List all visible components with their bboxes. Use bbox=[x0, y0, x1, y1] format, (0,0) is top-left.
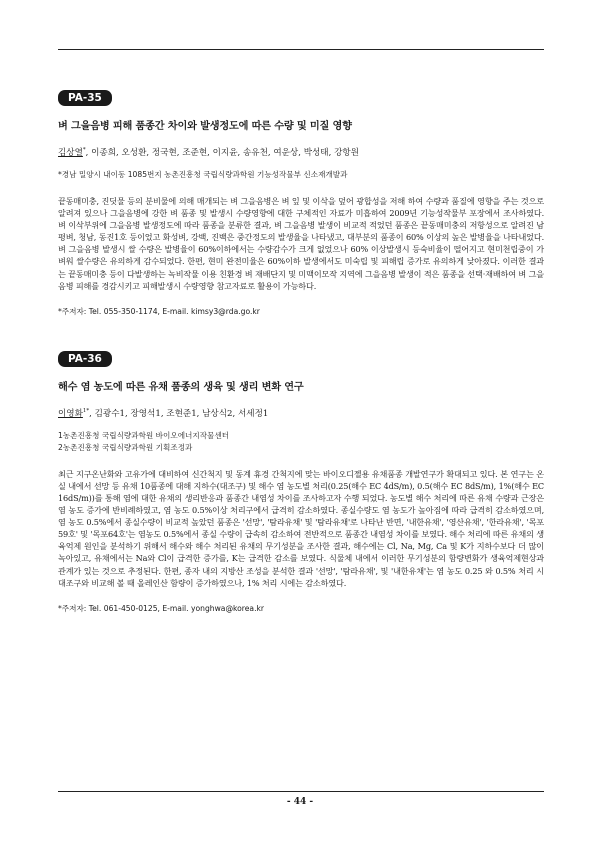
author-mark: 1* bbox=[82, 407, 90, 414]
abstract-id-badge: PA-35 bbox=[58, 90, 112, 106]
affiliation: 2농촌진흥청 국립식량과학원 기획조정과 bbox=[58, 442, 193, 452]
abstract-pa35 bbox=[58, 86, 544, 317]
abstract-title: 해수 염 농도에 따른 유채 품종의 생육 및 생리 변화 연구 bbox=[58, 381, 304, 393]
bottom-rule bbox=[58, 791, 544, 792]
abstract-body: 최근 지구온난화와 고유가에 대비하여 신간척지 및 동계 휴경 간척지에 맞는 바이오디젤용 유채품종 개발연구가 확대되고 있다. 본 연구는 온실 내에서 선망 등 유채 10품종에 대해 지하수(대조구) 및 해수 염 농도별 처리(0.25(해수 EC 4dS/m), 0.5(해수 EC 8dS/m), 1%(해수 EC 16dS/m))를 통해 염에 대한 유채의 생리반응과 품종간 내염성 차이를 조사하고자 수행 되었다. 농도별 해수 처리에 따른 유채 수량과 근장은 염 농도 증가에 반비례하였고, 염 농도 0.5%이상 처리구에서 급격히 감소하였다. 종실수량도 염 농도가 높아짐에 따라 급격히 감소하였으며, 염 농도 0.5%에서 종실수량이 비교적 높았던 품종은 '선망', '탐라유채' 및 '탐라유채'로 나타난 반면, '내한유채', '영산유채', '한라유채', '목포59호' 및 '목포64호'는 염농도 0.5%에서 종실 수량이 급속히 감소하여 전반적으로 품종간 내염성 차이를 보였다. 해수 처리에 따른 유채의 생육억제 원인을 분석하기 위해서 해수와 해수 처리된 유채의 무기성분을 조사한 결과, 해수에는 Cl, Na, Mg, Ca 및 K가 지하수보다 더 많이 녹아있고, 유채에서는 Na와 Cl이 급격한 증가를, K는 급격한 감소를 보였다. 식물체 내에서 이러한 무기성분의 함량변화가 생육억제현상과 관계가 있는 것으로 추정된다. 한편, 종자 내의 지방산 조성을 분석한 결과 '선망', '탐라유채', 및 '내한유채'는 염 농도 0.25 와 0.5% 처리 시 대조구와 비교해 볼 때 올레인산 함량이 증가하였으나, 1% 처리 시에는 감소하였다. bbox=[58, 468, 544, 588]
corresponding-author: 김상열 bbox=[58, 148, 83, 158]
author-list bbox=[58, 146, 544, 158]
author-list bbox=[58, 407, 544, 419]
affiliation: 1농촌진흥청 국립식량과학원 바이오에너지작물센터 bbox=[58, 430, 230, 440]
affiliation: *경남 밀양시 내이동 1085번지 농촌진흥청 국립식량과학원 기능성작물부 신소재개발과 bbox=[58, 170, 348, 179]
abstract-pa36 bbox=[58, 347, 544, 614]
co-authors: , 김광수1, 장영석1, 조현준1, 남상식2, 서세정1 bbox=[89, 408, 269, 419]
contact-info: *주저자: Tel. 061-450-0125, E-mail. yonghwa@korea.kr bbox=[58, 603, 265, 613]
top-rule bbox=[58, 49, 544, 50]
co-authors: , 이종희, 오성환, 정국현, 조준현, 이지윤, 송유천, 여운상, 박성태, 강항원 bbox=[85, 148, 359, 158]
abstract-id-badge: PA-36 bbox=[58, 351, 112, 367]
author-mark: * bbox=[82, 147, 86, 154]
page-content bbox=[58, 86, 544, 614]
page-number: - 44 - bbox=[286, 797, 314, 807]
abstract-body: 끝동매미충, 진딧물 등의 분비물에 의해 매개되는 벼 그을음병은 벼 잎 및 이삭을 덮어 광합성을 저해 하여 수량과 품질에 영향을 주는 것으로 알려져 있으나 그을음병에 강한 벼 품종 및 발생시 수량영향에 대한 구체적인 자료가 미흡하여 2009년 기능성작물부 포장에서 조사하였다. 벼 이삭부위에 그을음병 발생정도에 따라 품종을 분류한 결과, 벼 그을음병 발생이 비교적 적었던 품종은 끝동매미충의 저항성으로 알려진 남평벼, 청남, 동진1호 등이었고 화성벼, 강백, 진백은 중간정도의 발생율을 나타냈고, 대부분의 품종이 60% 이상의 높은 발병율을 나타내었다. 벼 그을음병 발생시 쌀 수량은 발병율이 60%이하에서는 수량감수가 크게 없었으나 60% 이상발생시 등숙비율이 떨어지고 현미천립중이 가벼워 쌀수량은 유의하게 감수되었다. 한편, 현미 완전미율은 60%이하 발생에서도 미숙립 및 피해립 증가로 유의하게 낮아졌다. 이러한 결과는 끝동매미충 등이 다발생하는 녹비작물 이용 친환경 벼 재배단지 및 미맥이모작 지역에 그을음병 발생이 적은 품종을 선택·재배하여 벼 그을음병 피해를 경감시키고 피해발생시 수량영향 참고자료로 활용이 가능하다. bbox=[58, 196, 544, 291]
contact-info: *주저자: Tel. 055-350-1174, E-mail. kimsy3@rda.go.kr bbox=[58, 306, 260, 316]
corresponding-author: 이영화 bbox=[58, 408, 83, 419]
abstract-title: 벼 그을음병 피해 품종간 차이와 발생정도에 따른 수량 및 미질 영향 bbox=[58, 121, 352, 132]
